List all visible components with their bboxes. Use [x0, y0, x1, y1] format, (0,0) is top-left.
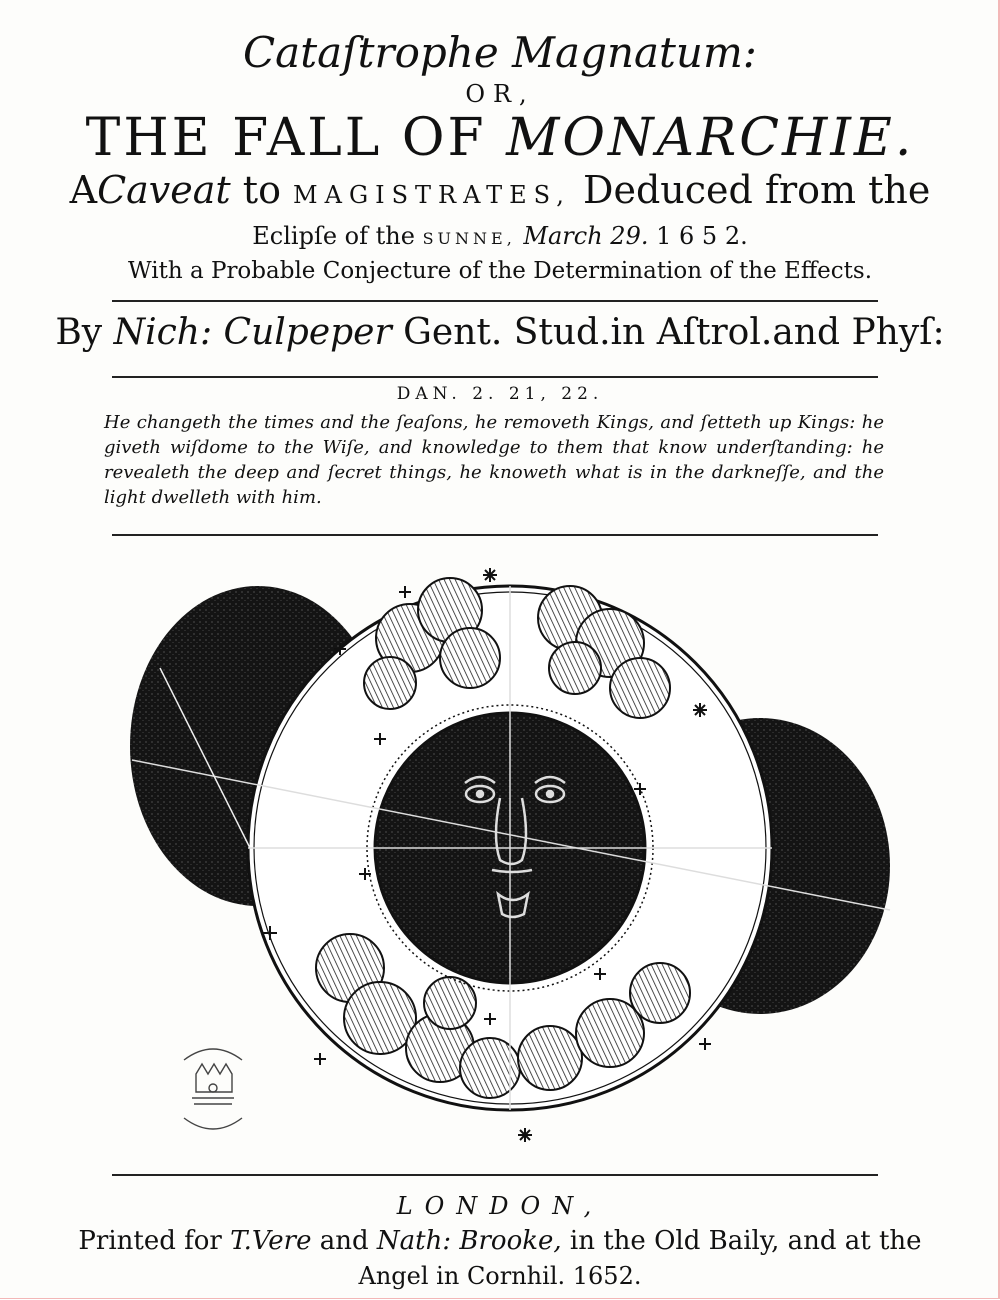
eclipse-line — [0, 222, 1000, 250]
imprint-and: and — [319, 1226, 369, 1256]
author-line — [0, 312, 1000, 353]
library-stamp-icon — [170, 1032, 256, 1142]
author-credentials: Gent. Stud.in Aſtrol.and Phyſ: — [403, 312, 945, 353]
main-title-italic: MONARCHIE. — [506, 108, 915, 168]
imprint-location: in the Old Baily, and at the — [569, 1226, 922, 1256]
subtitle-magistrates: MAGISTRATES, — [293, 181, 571, 209]
scripture-reference: DAN. 2. 21, 22. — [396, 384, 604, 404]
subtitle-caveat: Caveat — [97, 168, 231, 212]
divider-rule — [112, 534, 878, 536]
subtitle-to: to — [242, 168, 281, 212]
imprint-angel: Angel in Cornhil. — [358, 1262, 566, 1290]
main-title-roman: THE FALL OF — [85, 108, 487, 168]
imprint-printer-1: T.Vere — [230, 1226, 312, 1256]
subtitle-deduced: Deduced from the — [582, 168, 931, 212]
eclipse-sunne: SUNNE, — [422, 229, 516, 248]
subtitle-line — [0, 168, 1000, 212]
main-title — [0, 108, 1000, 168]
author-by: By — [55, 312, 103, 353]
conjecture-line: With a Probable Conjecture of the Determination of the Effects. — [127, 258, 873, 284]
imprint-printed-for: Printed for — [78, 1226, 222, 1256]
imprint-year: 1652. — [572, 1262, 642, 1290]
subtitle-a: A — [69, 168, 98, 212]
latin-title: Cataſtrophe Magnatum: — [243, 28, 757, 77]
divider-rule — [112, 300, 878, 302]
scripture-quote: He changeth the times and the ſeaſons, he removeth Kings, and ſetteth up Kings: he giveth wiſdome to the Wiſe, and knowledge to them that know underſtanding: he revealeth the deep and ſecret things, he knoweth what is in the darkneſſe, and the light dwelleth with him. — [104, 412, 884, 508]
eclipse-year: 1 6 5 2. — [656, 222, 748, 250]
or-line: OR, — [465, 80, 535, 108]
eclipse-a: Eclipſe of the — [252, 222, 415, 250]
place-of-printing: LONDON, — [396, 1192, 604, 1220]
author-name: Nich: Culpeper — [113, 312, 392, 353]
eclipse-date: March 29. — [523, 222, 649, 250]
imprint-printer-2: Nath: Brooke, — [376, 1226, 562, 1256]
imprint-line-2 — [0, 1262, 1000, 1290]
divider-rule — [112, 1174, 878, 1176]
imprint-line-1 — [0, 1226, 1000, 1256]
divider-rule — [112, 376, 878, 378]
